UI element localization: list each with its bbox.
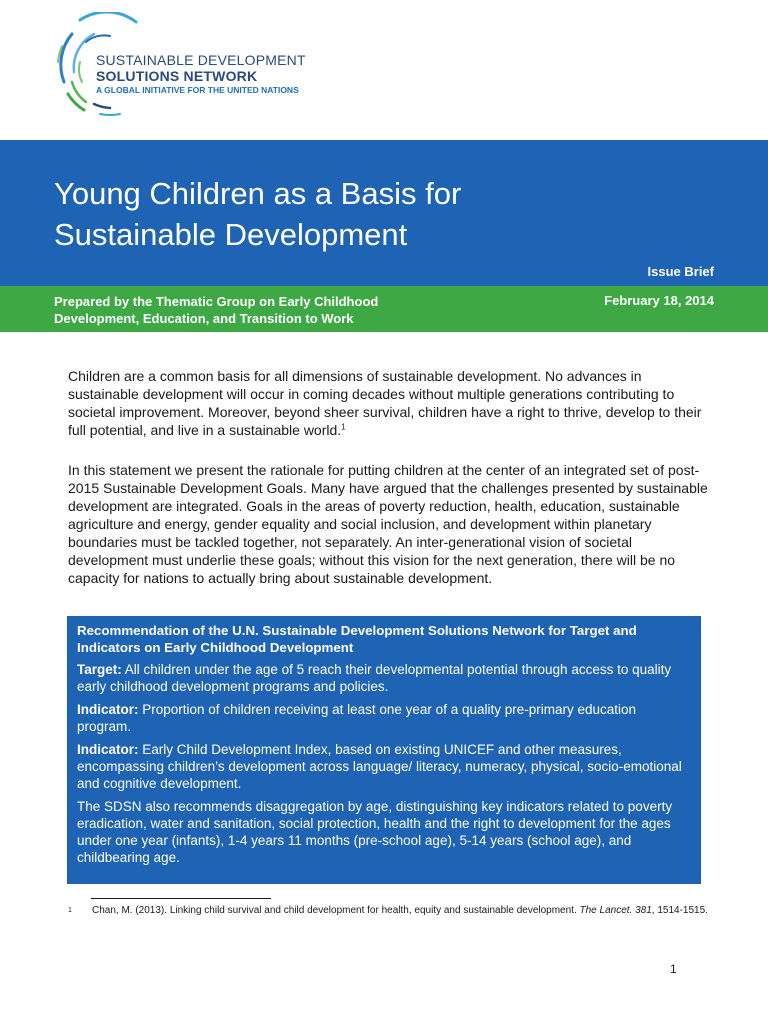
indicator-item-1 (77, 701, 691, 735)
target-label: Target: (77, 662, 122, 677)
rationale-paragraph: In this statement we present the rationale for putting children at the center of an integrated set of post-2015 Sustainable Development Goals. Many have argued that the challenges presented by sustainable development are integrated. Goals in the areas of poverty reduction, health, education, sustainable agriculture and energy, gender equality and social inclusion, and development within planetary boundaries must be tackled together, not separately. An inter-generational vision of societal development must underlie these goals; without this vision for the next generation, there will be no capacity for nations to actually bring about sustainable development. (68, 462, 708, 586)
recommendation-box (67, 616, 701, 884)
logo-text (96, 52, 306, 96)
indicator-text-1: Proportion of children receiving at least one year of a quality pre-primary education program. (77, 702, 637, 734)
author-banner (0, 286, 768, 332)
prepared-line-2: Development, Education, and Transition to Work (54, 311, 354, 326)
sdsn-logo (50, 12, 330, 120)
indicator-item-2 (77, 741, 691, 792)
issue-brief-label: Issue Brief (647, 264, 714, 279)
sdsn-note: The SDSN also recommends disaggregation by age, distinguishing key indicators related to poverty eradication, water and sanitation, social protection, health and the right to development for the ages under one year (infants), 1-4 years 11 months (pre-school age), 5-14 years (school age), and childbearing age. (77, 799, 673, 865)
footnote-number: 1 (68, 907, 72, 914)
target-item (77, 661, 691, 695)
footnote-divider (91, 898, 271, 899)
footnote (68, 904, 718, 917)
footnote-citation: Chan, M. (2013). Linking child survival and child development for health, equity and sustainable development. (92, 905, 580, 916)
publication-date: February 18, 2014 (604, 293, 714, 308)
indicator-text-2: Early Child Development Index, based on existing UNICEF and other measures, encompassing children’s development across language/ literacy, numeracy, physical, socio-emotional and cognitive development. (77, 742, 682, 791)
intro-text: Children are a common basis for all dimensions of sustainable development. No advances in sustainable development will occur in coming decades without multiple generations contributing to societal improvement. Moreover, beyond sheer survival, children have a right to thrive, develop to their full potential, and live in a sustainable world. (68, 368, 702, 438)
logo-line-2: SOLUTIONS NETWORK (96, 68, 258, 84)
title-line-2: Sustainable Development (54, 217, 408, 252)
footnote-pages: , 1514-1515. (651, 905, 708, 916)
logo-tagline: A GLOBAL INITIATIVE FOR THE UNITED NATIONS (96, 85, 299, 95)
indicator-label-1: Indicator: (77, 702, 139, 717)
prepared-line-1: Prepared by the Thematic Group on Early Childhood (54, 294, 379, 309)
footnote-ref[interactable]: 1 (341, 422, 346, 432)
intro-paragraph (68, 367, 708, 439)
title-banner (0, 140, 768, 286)
indicator-label-2: Indicator: (77, 742, 139, 757)
title-line-1: Young Children as a Basis for (54, 176, 462, 211)
footnote-text (92, 904, 718, 917)
target-text: All children under the age of 5 reach their developmental potential through access to quality early childhood development programs and policies. (77, 662, 672, 694)
recommendation-title: Recommendation of the U.N. Sustainable Development Solutions Network for Target and Indicators on Early Childhood Development (77, 623, 637, 655)
page-number: 1 (670, 962, 677, 976)
prepared-by (54, 293, 474, 327)
document-title (54, 173, 704, 255)
logo-line-1: SUSTAINABLE DEVELOPMENT (96, 52, 306, 68)
footnote-journal: The Lancet. 381 (579, 905, 652, 916)
